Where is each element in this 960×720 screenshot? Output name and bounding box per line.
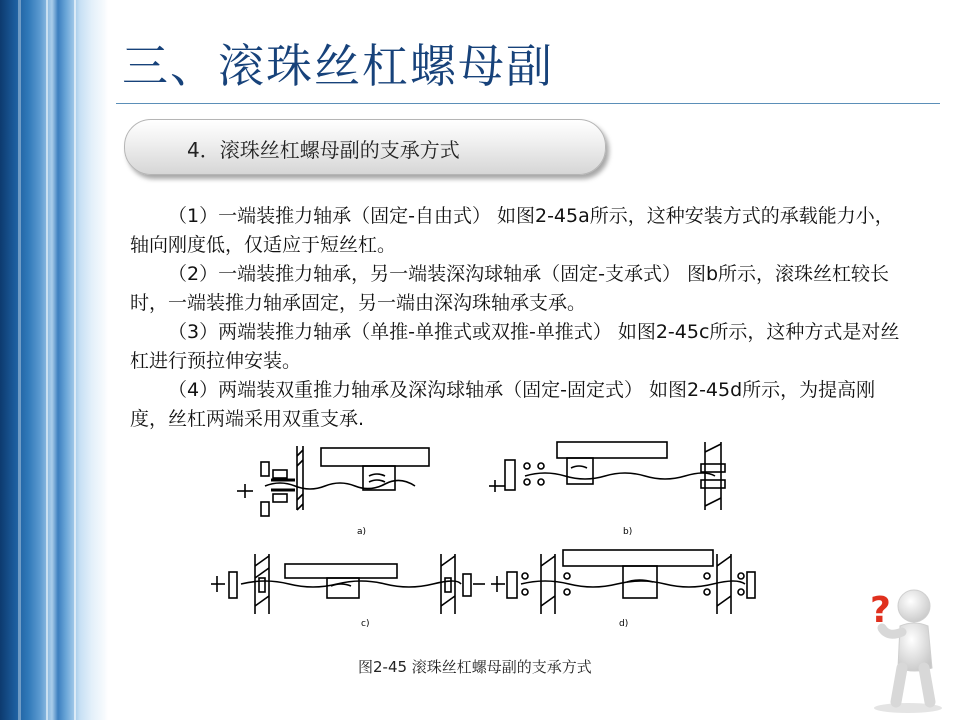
diagram-label-c: c) (361, 619, 370, 629)
support-diagram (205, 436, 765, 638)
diagram-d-label (619, 619, 628, 629)
paragraph-1: （1）一端装推力轴承（固定-自由式） 如图2-45a所示，这种安装方式的承载能力小，轴向刚度低，仅适应于短丝杠。 (130, 205, 894, 256)
diagram-b (489, 442, 725, 510)
figure-caption: 图2-45 滚珠丝杠螺母副的支承方式 (358, 658, 592, 676)
diagram-label-b: b) (623, 527, 633, 537)
diagram-b-label (623, 527, 632, 537)
band-stripe (46, 0, 48, 720)
diagram-label-d: d) (619, 619, 629, 629)
diagram-c (211, 554, 485, 614)
diagram-a (237, 446, 429, 516)
section-heading-box (124, 119, 606, 175)
svg-text:?: ? (870, 590, 891, 631)
page-title: 三、滚珠丝杠螺母副 (122, 39, 554, 93)
section-heading: 4．滚珠丝杠螺母副的支承方式 (187, 138, 460, 162)
diagram-label-a: a) (357, 527, 367, 537)
paragraph-3: （3）两端装推力轴承（单推-单推式或双推-单推式） 如图2-45c所示，这种方式是对丝杠进行预拉伸安装。 (130, 321, 900, 372)
paragraph-2: （2）一端装推力轴承，另一端装深沟球轴承（固定-支承式） 图b所示，滚珠丝杠较长时，一端装推力轴承固定，另一端由深沟珠轴承支承。 (130, 263, 890, 314)
paragraph-4: （4）两端装双重推力轴承及深沟球轴承（固定-固定式） 如图2-45d所示，为提高刚度，丝杠两端采用双重支承. (130, 379, 876, 430)
side-decoration-band (0, 0, 108, 720)
diagram-c-label (361, 619, 369, 629)
title-divider (116, 103, 940, 104)
diagram-a-label (357, 527, 366, 537)
band-stripe (18, 0, 21, 720)
diagram-d (491, 550, 755, 614)
band-stripe (74, 0, 76, 720)
body-text (130, 202, 910, 434)
question-mark-figure-icon (862, 582, 954, 714)
